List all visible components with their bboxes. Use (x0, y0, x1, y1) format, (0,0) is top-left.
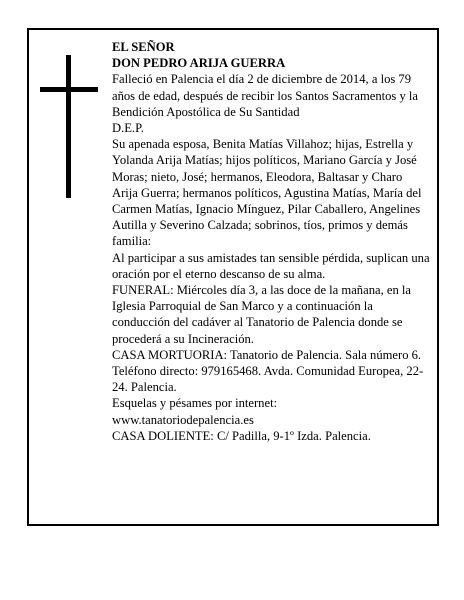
home-address: CASA DOLIENTE: C/ Padilla, 9-1º Izda. Palencia. (112, 428, 371, 443)
website-url: www.tanatoriodepalencia.es (112, 412, 254, 427)
funeral-details: FUNERAL: Miércoles día 3, a las doce de la mañana, en la Iglesia Parroquial de San Marco y a continuación la conducción del cadáver al Tanatorio de Palencia donde se procederá a su Incineración. (112, 283, 412, 346)
heading-line-1: EL SEÑOR (112, 40, 175, 54)
death-announcement: Falleció en Palencia el día 2 de diciembre de 2014, a los 79 años de edad, después de recibir los Santos Sacramentos y la Bendición Apostólica de Su Santidad (112, 72, 419, 119)
family-paragraph: Su apenada esposa, Benita Matías Villahoz; hijas, Estrella y Yolanda Arija Matías; hijos políticos, Mariano García y José Moras; nieto, José; hermanos, Eleodora, Baltasar y Charo Arija Guerra; hermanos políticos, Agustina Matías, María del Carmen Matías, Ignacio Mínguez, Pilar Caballero, Angelines Autilla y Severino Calzada; sobrinos, tíos, primos y demás familia: (112, 137, 422, 249)
mortuary-details: CASA MORTUORIA: Tanatorio de Palencia. Sala número 6. Teléfono directo: 979165468. Avda. Comunidad Europea, 22-24. Palencia. (112, 347, 424, 395)
obituary-text (112, 39, 430, 444)
cross-icon (66, 55, 71, 198)
prayer-request: Al participar a sus amistades tan sensible pérdida, suplican una oración por el eterno descanso de su alma. (112, 250, 430, 281)
internet-label: Esquelas y pésames por internet: (112, 396, 278, 411)
dep-text: D.E.P. (112, 121, 144, 136)
cross-icon-bar (40, 87, 98, 92)
deceased-name: DON PEDRO ARIJA GUERRA (112, 56, 286, 71)
